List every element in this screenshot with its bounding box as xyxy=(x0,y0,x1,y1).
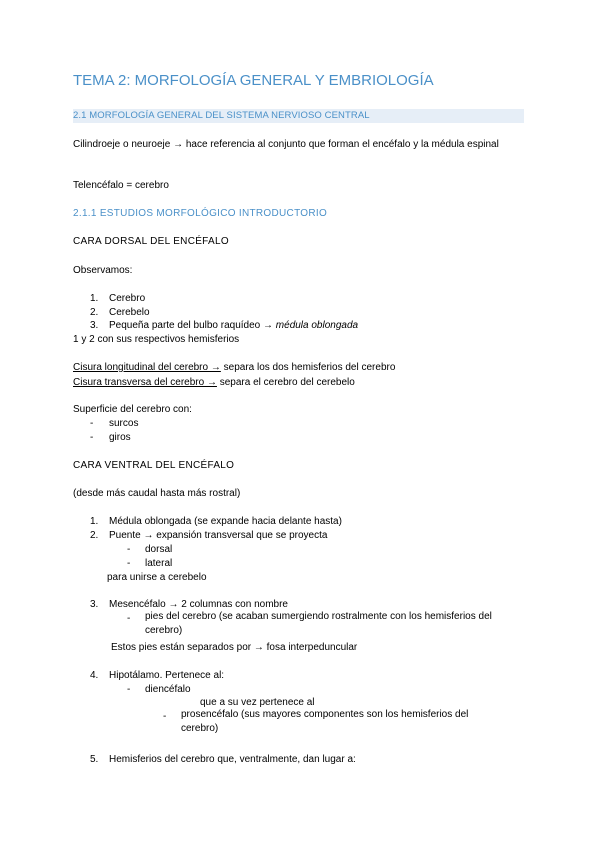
list-item-continuation: que a su vez pertenece al xyxy=(200,697,315,708)
list-item: Médula oblongada (se expande hacia delante hasta) xyxy=(109,516,342,527)
page-title: TEMA 2: MORFOLOGÍA GENERAL Y EMBRIOLOGÍA xyxy=(73,72,434,89)
bullet-item: pies del cerebro (se acaban sumergiendo rostralmente con los hemisferios del cerebro) xyxy=(145,611,492,636)
list-number: 1. xyxy=(90,516,99,527)
bullet-item: prosencéfalo (sus mayores componentes son los hemisferios del cerebro) xyxy=(181,709,469,734)
list-item: Mesencéfalo → 2 columnas con nombre xyxy=(109,599,288,610)
cisura-description: separa los dos hemisferios del cerebro xyxy=(220,362,396,373)
dorsal-heading: CARA DORSAL DEL ENCÉFALO xyxy=(73,236,229,247)
list-item-emphasis: médula oblongada xyxy=(275,320,359,331)
telencefalo-line: Telencéfalo = cerebro xyxy=(73,180,169,191)
observamos-label: Observamos: xyxy=(73,265,133,276)
section-heading-2-1: 2.1 MORFOLOGÍA GENERAL DEL SISTEMA NERVIOSO CENTRAL xyxy=(73,110,370,121)
list-item: Cerebro xyxy=(109,293,146,304)
list-item: Hemisferios del cerebro que, ventralmente, dan lugar a: xyxy=(109,754,356,765)
bullet-item: surcos xyxy=(109,418,139,429)
list-item: Puente → expansión transversal que se proyecta xyxy=(109,530,328,541)
superficie-label: Superficie del cerebro con: xyxy=(73,404,192,415)
section-heading-2-1-1: 2.1.1 ESTUDIOS MORFOLÓGICO INTRODUCTORIO xyxy=(73,208,328,219)
list-item-continuation: para unirse a cerebelo xyxy=(107,572,207,583)
bullet-dash: - xyxy=(163,711,167,722)
intro-paragraph: Cilindroeje o neuroeje → hace referencia al conjunto que forman el encéfalo y la médula espinal xyxy=(73,139,499,150)
bullet-dash: - xyxy=(127,544,131,555)
list-item: Cerebelo xyxy=(109,307,150,318)
bullet-item: dorsal xyxy=(145,544,173,555)
hemisferios-note: 1 y 2 con sus respectivos hemisferios xyxy=(73,334,240,345)
list-item-continuation: Estos pies están separados por → fosa interpeduncular xyxy=(111,642,358,653)
bullet-dash: - xyxy=(127,613,131,624)
bullet-item: lateral xyxy=(145,558,173,569)
bullet-dash: - xyxy=(90,418,94,429)
list-number: 5. xyxy=(90,754,99,765)
list-number: 2. xyxy=(90,530,99,541)
ventral-subtitle: (desde más caudal hasta más rostral) xyxy=(73,488,241,499)
list-number: 4. xyxy=(90,670,99,681)
list-item: Hipotálamo. Pertenece al: xyxy=(109,670,225,681)
bullet-dash: - xyxy=(127,684,131,695)
list-number: 3. xyxy=(90,320,99,331)
bullet-dash: - xyxy=(127,558,131,569)
bullet-item: diencéfalo xyxy=(145,684,191,695)
bullet-item: giros xyxy=(109,432,131,443)
cisura-term: Cisura transversa del cerebro → xyxy=(73,377,217,388)
cisura-longitudinal xyxy=(73,362,395,374)
list-number: 1. xyxy=(90,293,99,304)
list-number: 2. xyxy=(90,307,99,318)
list-item xyxy=(109,320,358,332)
bullet-dash: - xyxy=(90,432,94,443)
list-number: 3. xyxy=(90,599,99,610)
list-item-text: Pequeña parte del bulbo raquídeo → xyxy=(109,320,276,331)
cisura-description: separa el cerebro del cerebelo xyxy=(216,377,355,388)
cisura-term: Cisura longitudinal del cerebro → xyxy=(73,362,221,373)
cisura-transversa xyxy=(73,377,355,389)
ventral-heading: CARA VENTRAL DEL ENCÉFALO xyxy=(73,460,235,471)
